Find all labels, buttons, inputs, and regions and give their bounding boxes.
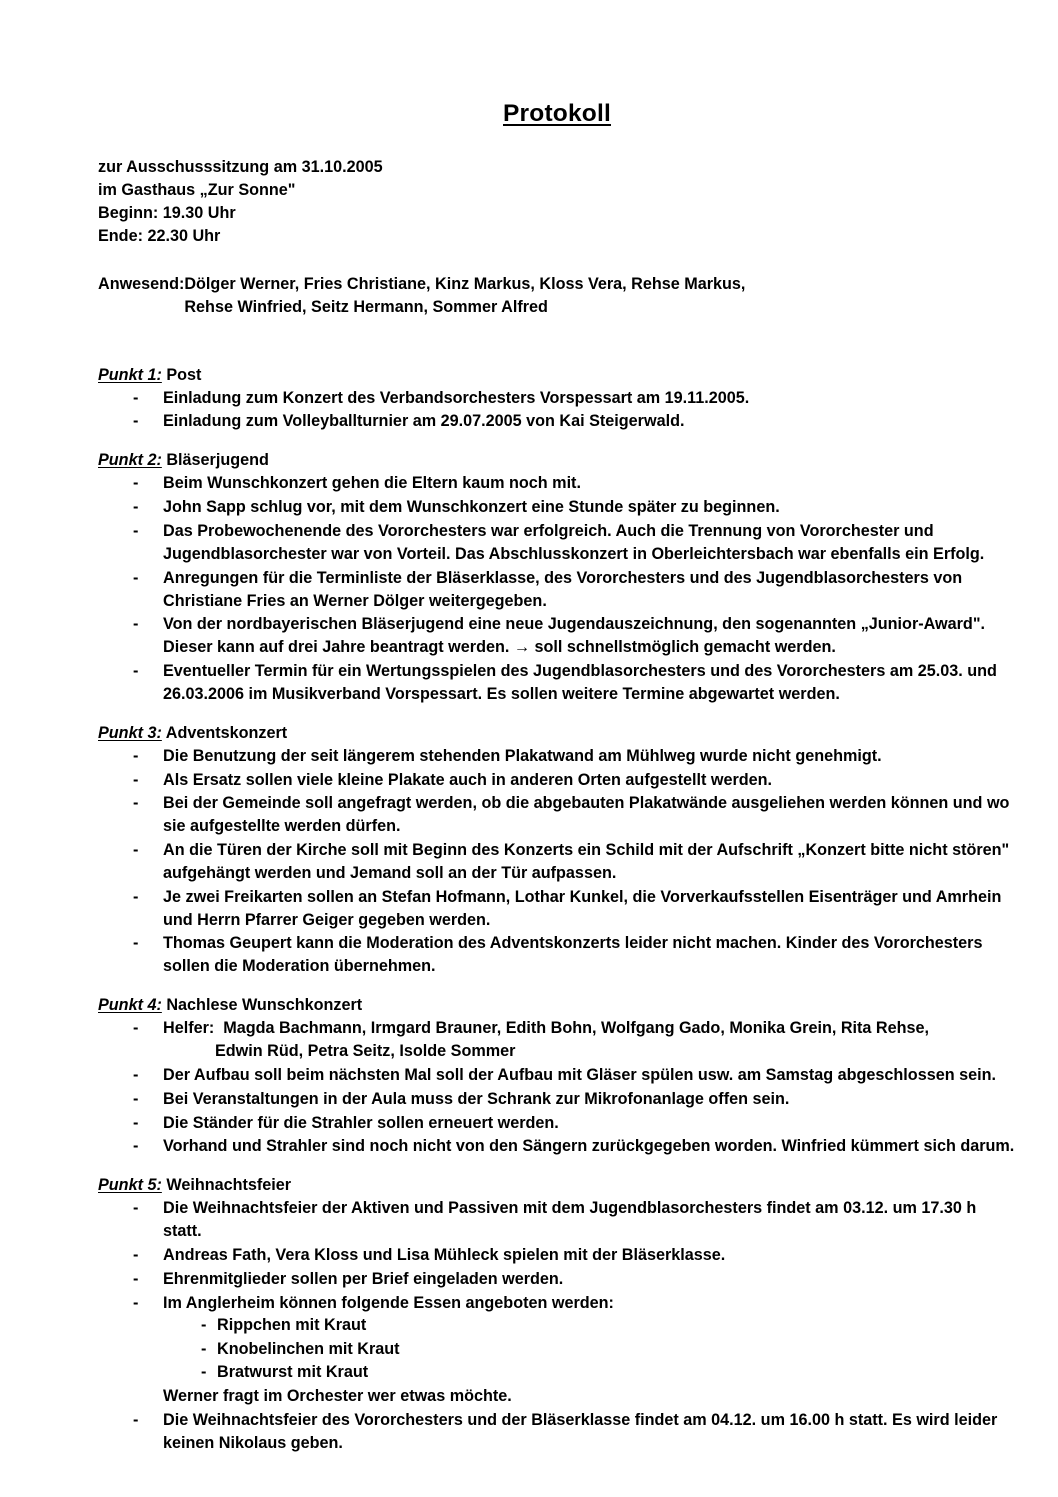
list-item-text: Je zwei Freikarten sollen an Stefan Hofmann, Lothar Kunkel, die Vorverkaufsstellen Eisenträger und Amrhein und Herrn Pfarrer Geiger gegeben werden. [163,887,1002,929]
food-intro-text: Im Anglerheim können folgende Essen angeboten werden: [163,1293,614,1312]
list-item [98,1135,1016,1158]
sub-list-item [201,1338,1016,1361]
list-item-text: Die Ständer für die Strahler sollen erneuert werden. [163,1113,559,1132]
bullet-dash-icon: - [133,794,139,813]
bullet-list [98,387,1016,434]
list-item-text: Die Weihnachtsfeier der Aktiven und Passiven mit dem Jugendblasorchesters findet am 03.12. um 17.30 h statt. [163,1199,977,1241]
section-title: Nachlese Wunschkonzert [166,996,363,1015]
meeting-meta [98,156,1016,249]
bullet-dash-icon: - [133,388,139,407]
list-item [98,1112,1016,1135]
list-item-text: John Sapp schlug vor, mit dem Wunschkonzert eine Stunde später zu beginnen. [163,498,780,517]
helfer-line-1: Helfer: Magda Bachmann, Irmgard Brauner, Edith Bohn, Wolfgang Gado, Monika Grein, Rita Rehse, [163,1019,930,1038]
attendees-line: Rehse Winfried, Seitz Hermann, Sommer Alfred [184,298,548,317]
attendees-names [184,273,1016,320]
attendees-block [98,273,1016,320]
list-item [98,1409,1016,1455]
bullet-dash-icon: - [201,1316,207,1335]
list-item-text: Von der nordbayerischen Bläserjugend eine neue Jugendauszeichnung, den sogenannten „Junior-Award". Dieser kann auf drei Jahre beantragt werden. → soll schnellstmöglich gemacht werden. [163,615,985,657]
list-item [98,932,1016,978]
list-item-text: Bei Veranstaltungen in der Aula muss der Schrank zur Mikrofonanlage offen sein. [163,1089,790,1108]
list-item-text: Andreas Fath, Vera Kloss und Lisa Mühleck spielen mit der Bläserklasse. [163,1245,726,1264]
attendees-line: Dölger Werner, Fries Christiane, Kinz Markus, Kloss Vera, Rehse Markus, [184,274,746,293]
section-title: Bläserjugend [166,451,269,470]
list-item [98,1268,1016,1291]
bullet-dash-icon: - [201,1363,207,1382]
list-item-text: Die Benutzung der seit längerem stehenden Plakatwand am Mühlweg wurde nicht genehmigt. [163,746,882,765]
list-item [98,1244,1016,1267]
section-title: Weihnachtsfeier [166,1176,292,1195]
list-item [98,496,1016,519]
section-heading [98,724,1016,743]
list-item-text: Einladung zum Volleyballturnier am 29.07.2005 von Kai Steigerwald. [163,412,685,431]
list-item [98,886,1016,932]
bullet-dash-icon: - [133,1065,139,1084]
bullet-dash-icon: - [133,934,139,953]
bullet-dash-icon: - [133,770,139,789]
section-punkt-3 [98,724,1016,978]
list-item [98,839,1016,885]
bullet-dash-icon: - [133,887,139,906]
section-number: Punkt 1: [98,365,162,384]
bullet-dash-icon: - [133,746,139,765]
section-heading [98,996,1016,1015]
bullet-list [98,1017,1016,1158]
bullet-dash-icon: - [133,1410,139,1429]
list-item [98,1197,1016,1243]
list-item [98,472,1016,495]
bullet-dash-icon: - [133,521,139,540]
list-item-text: Einladung zum Konzert des Verbandsorchesters Vorspessart am 19.11.2005. [163,388,750,407]
list-item-text: Thomas Geupert kann die Moderation des Adventskonzerts leider nicht machen. Kinder des Vororchesters sollen die Moderation übernehmen. [163,934,983,976]
meta-line-end: Ende: 22.30 Uhr [98,227,221,246]
section-heading [98,366,1016,385]
bullet-dash-icon: - [133,1137,139,1156]
section-heading [98,1176,1016,1195]
list-item-text: Anregungen für die Terminliste der Bläserklasse, des Vororchesters und des Jugendblasorchesters von Christiane Fries an Werner Dölger weitergegeben. [163,568,963,610]
section-heading [98,451,1016,470]
helfer-block [163,1019,1016,1063]
list-item-text: Eventueller Termin für ein Wertungsspielen des Jugendblasorchesters und des Vororchesters am 25.03. und 26.03.2006 im Musikverband Vorspessart. Es sollen weitere Termine abgewartet werden. [163,662,997,703]
section-number: Punkt 2: [98,451,162,470]
list-item-text: Die Weihnachtsfeier des Vororchesters und der Bläserklasse findet am 04.12. um 16.00 h statt. Es wird leider keinen Nikolaus geben. [163,1410,998,1452]
sub-list-item-text: Bratwurst mit Kraut [217,1363,369,1382]
page-title-text: Protokoll [503,100,611,127]
sub-list-item-text: Rippchen mit Kraut [217,1316,367,1335]
list-item [98,660,1016,706]
bullet-dash-icon: - [133,1089,139,1108]
section-title: Adventskonzert [165,723,288,742]
list-item-text: Das Probewochenende des Vororchesters war erfolgreich. Auch die Trennung von Vororchester und Jugendblasorchester war von Vorteil. Das Abschlusskonzert in Oberleichtersbach war ebenfalls ein Erfolg. [163,521,985,563]
list-item-text: Bei der Gemeinde soll angefragt werden, ob die abgebauten Plakatwände ausgeliehen werden können und wo sie aufgestellte werden dürfen. [163,794,1010,836]
list-item [98,792,1016,838]
helfer-line-2: Edwin Rüd, Petra Seitz, Isolde Sommer [215,1042,516,1060]
list-item [98,520,1016,566]
section-punkt-1 [98,366,1016,434]
list-item [98,745,1016,768]
section-number: Punkt 4: [98,996,162,1015]
bullet-dash-icon: - [133,662,139,681]
section-punkt-4 [98,996,1016,1158]
list-item [98,387,1016,410]
list-item [98,567,1016,613]
food-note-text: Werner fragt im Orchester wer etwas möchte. [163,1386,512,1405]
list-item-text: Als Ersatz sollen viele kleine Plakate auch in anderen Orten aufgestellt werden. [163,770,773,789]
list-item [98,613,1016,659]
list-item-text: Beim Wunschkonzert gehen die Eltern kaum noch mit. [163,474,581,493]
list-item [98,1088,1016,1111]
meta-line-subject: zur Ausschusssitzung am 31.10.2005 [98,158,383,176]
list-item-food [98,1292,1016,1408]
section-punkt-2 [98,451,1016,705]
section-number: Punkt 5: [98,1176,162,1195]
list-item-text: Vorhand und Strahler sind noch nicht von den Sängern zurückgegeben worden. Winfried kümmert sich darum. [163,1137,1015,1156]
meta-line-start: Beginn: 19.30 Uhr [98,204,236,223]
bullet-list [98,1197,1016,1454]
list-item [98,1064,1016,1087]
list-item-text: Der Aufbau soll beim nächsten Mal soll der Aufbau mit Gläser spülen usw. am Samstag abgeschlossen sein. [163,1065,996,1084]
bullet-dash-icon: - [133,474,139,493]
bullet-dash-icon: - [133,1199,139,1218]
attendees-label: Anwesend: [98,274,185,293]
bullet-dash-icon: - [133,615,139,634]
section-punkt-5 [98,1176,1016,1454]
bullet-dash-icon: - [133,1019,139,1038]
food-sub-list [163,1314,1016,1384]
list-item-text: Ehrenmitglieder sollen per Brief eingeladen werden. [163,1269,564,1288]
bullet-dash-icon: - [133,498,139,517]
bullet-dash-icon: - [133,412,139,431]
sub-list-item [201,1361,1016,1384]
bullet-dash-icon: - [133,1245,139,1264]
list-item [98,410,1016,433]
meta-line-venue: im Gasthaus „Zur Sonne" [98,181,296,200]
bullet-dash-icon: - [133,1293,139,1312]
bullet-list [98,745,1016,978]
list-item [98,769,1016,792]
bullet-dash-icon: - [201,1339,207,1358]
list-item-text: An die Türen der Kirche soll mit Beginn des Konzerts ein Schild mit der Aufschrift „Konzert bitte nicht stören" aufgehängt werden und Jemand soll an der Tür aufpassen. [163,841,1010,882]
bullet-dash-icon: - [133,1269,139,1288]
section-number: Punkt 3: [98,723,162,742]
document-body [98,100,1016,1472]
list-item-helfer [98,1017,1016,1063]
page-title [98,100,1016,128]
bullet-dash-icon: - [133,568,139,587]
section-title: Post [166,365,202,384]
bullet-dash-icon: - [133,1113,139,1132]
sub-list-item [201,1314,1016,1337]
bullet-list [98,472,1016,705]
bullet-dash-icon: - [133,841,139,860]
sub-list-item-text: Knobelinchen mit Kraut [217,1339,400,1358]
